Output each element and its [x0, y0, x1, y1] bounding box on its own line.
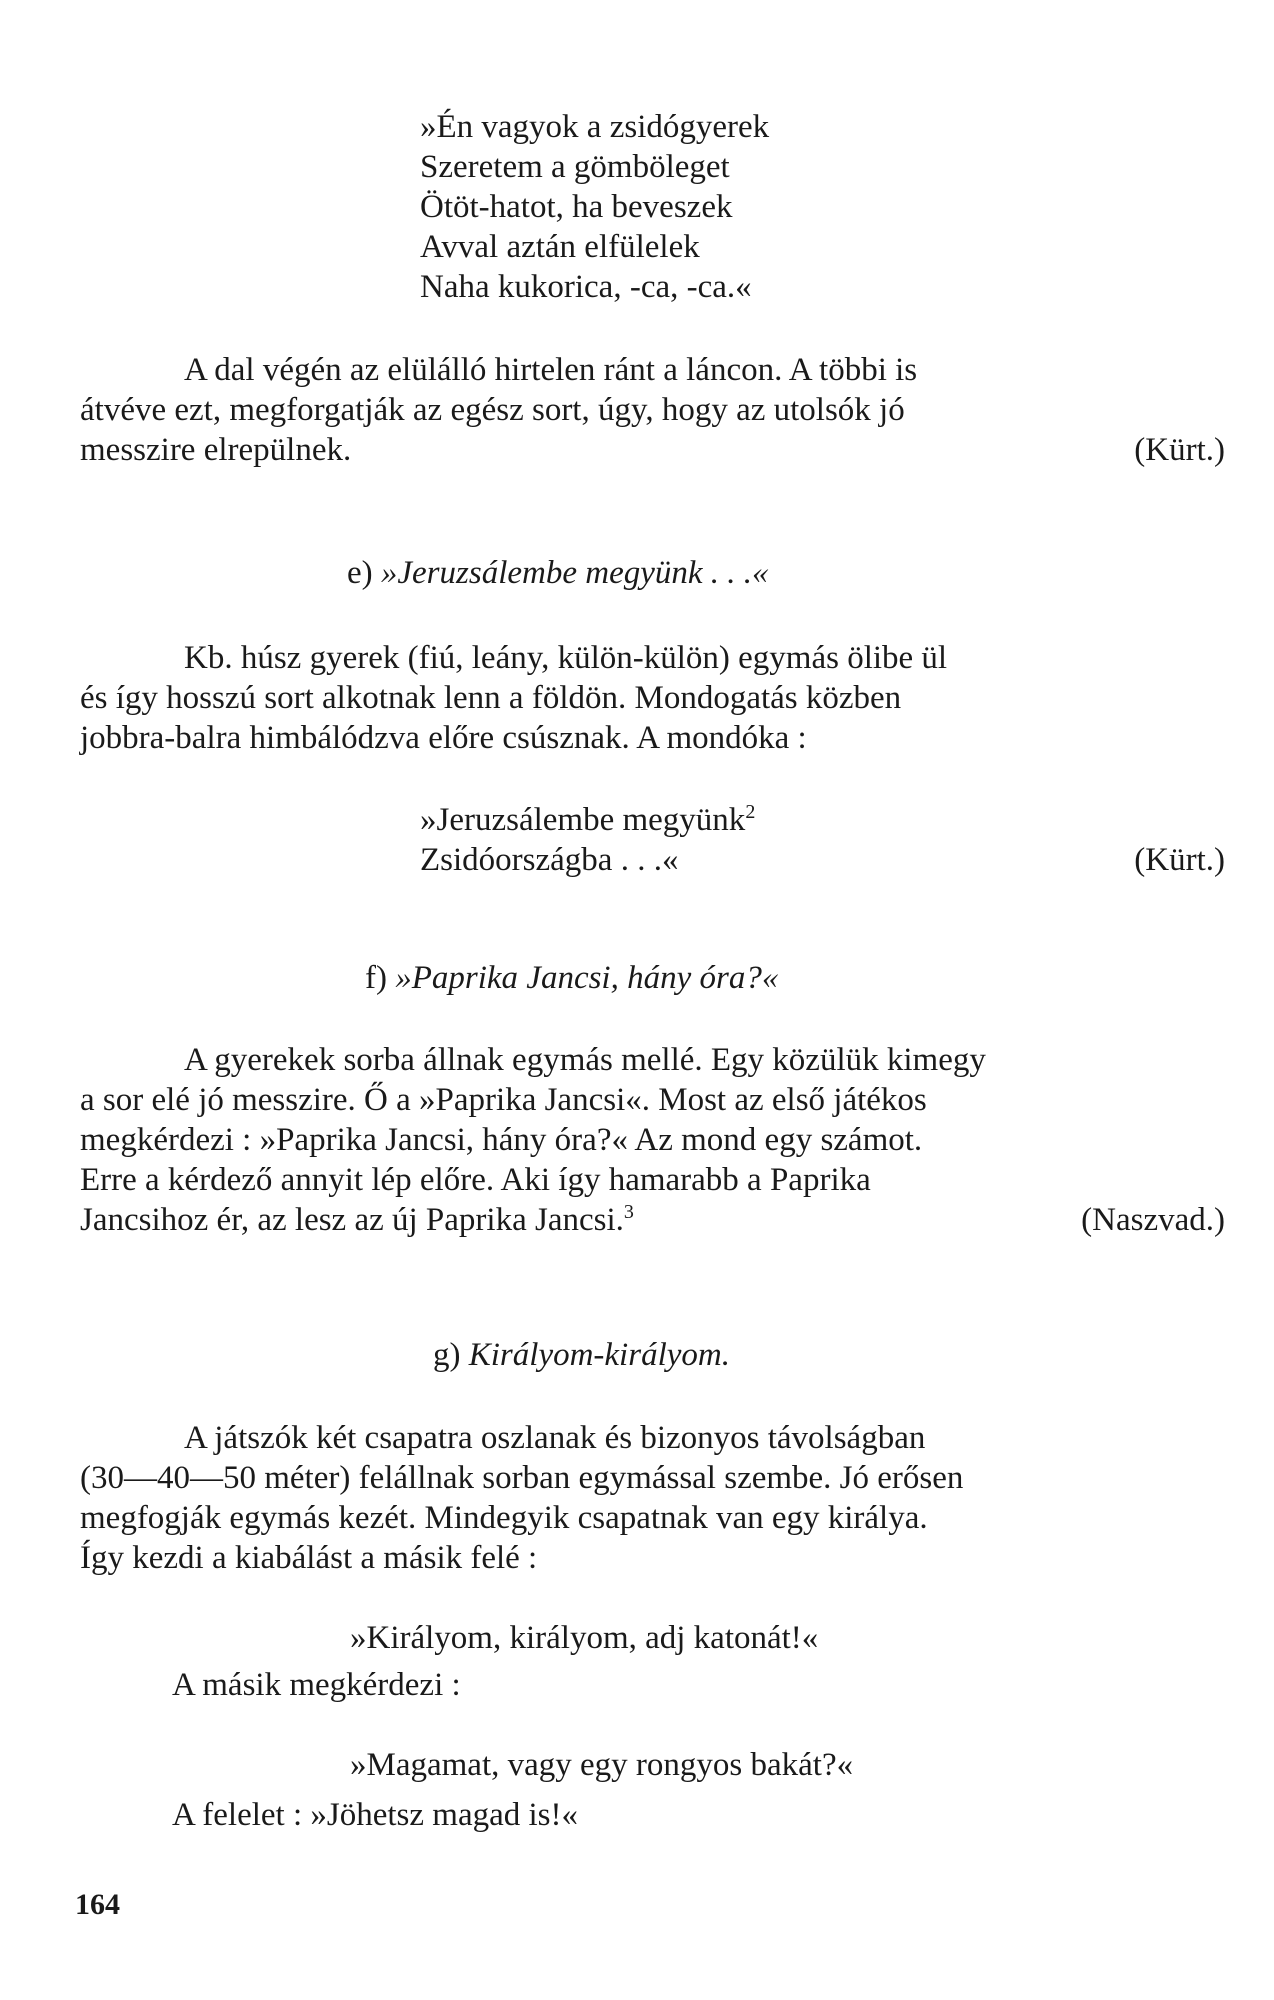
section-label: e) [347, 555, 373, 591]
paragraph-line: Így kezdi a kiabálást a másik felé : [80, 1540, 538, 1576]
poem-line [420, 800, 755, 840]
dialog-answer-line [172, 1795, 578, 1835]
paragraph-line: A játszók két csapatra oszlanak és bizonyos távolságban [184, 1420, 926, 1456]
poem-line: »Én vagyok a zsidógyerek [420, 109, 770, 145]
poem-last-line [420, 840, 1225, 880]
dialog-ask: »Magamat, vagy egy rongyos bakát?« [350, 1747, 854, 1783]
paragraph-line: átvéve ezt, megforgatják az egész sort, úgy, hogy az utolsók jó [80, 392, 905, 428]
paragraph-line: A dal végén az elülálló hirtelen ránt a láncon. A többi is [184, 352, 918, 388]
source-note: (Kürt.) [1134, 432, 1225, 468]
paragraph-line: megkérdezi : »Paprika Jancsi, hány óra?« Az mond egy számot. [80, 1122, 923, 1158]
section-title: »Paprika Jancsi, hány óra?« [395, 960, 779, 996]
page-number: 164 [75, 1888, 120, 1921]
dialog-call: »Királyom, királyom, adj katonát!« [350, 1620, 819, 1656]
section-label: g) [433, 1337, 461, 1373]
section-heading-e [347, 553, 769, 593]
source-note: (Naszvad.) [1081, 1202, 1225, 1238]
paragraph-line: a sor elé jó messzire. Ő a »Paprika Jancsi«. Most az első játékos [80, 1082, 927, 1118]
poem-text: Zsidóországba . . .« [420, 842, 679, 878]
section-label: f) [365, 960, 387, 996]
dialog-answer-label: A felelet : [172, 1797, 303, 1833]
dialog-ask-intro: A másik megkérdezi : [172, 1667, 461, 1703]
poem-line: Szeretem a gömböleget [420, 149, 730, 185]
footnote-marker: 3 [623, 1201, 634, 1223]
poem-line: Naha kukorica, -ca, -ca.« [420, 269, 752, 305]
section-title: »Jeruzsálembe megyünk . . .« [380, 555, 769, 591]
paragraph-last-line [80, 1200, 1225, 1240]
dialog-answer: »Jöhetsz magad is!« [310, 1797, 578, 1833]
paragraph-line: Kb. húsz gyerek (fiú, leány, külön-külön) egymás ölibe ül [184, 640, 948, 676]
paragraph-last-line [80, 430, 1225, 470]
poem-text: »Jeruzsálembe megyünk [420, 802, 746, 838]
footnote-marker: 2 [745, 801, 756, 823]
source-note: (Kürt.) [1134, 842, 1225, 878]
poem-line: Ötöt-hatot, ha beveszek [420, 189, 733, 225]
poem-line: Avval aztán elfülelek [420, 229, 700, 265]
section-title: Királyom-királyom. [468, 1337, 730, 1373]
paragraph-line: Erre a kérdező annyit lép előre. Aki így hamarabb a Paprika [80, 1162, 871, 1198]
paragraph-line: (30—40—50 méter) felállnak sorban egymással szembe. Jó erősen [80, 1460, 964, 1496]
paragraph-line: jobbra-balra himbálódzva előre csúsznak. A mondóka : [80, 720, 807, 756]
section-heading-g [433, 1335, 730, 1375]
paragraph-line: A gyerekek sorba állnak egymás mellé. Egy közülük kimegy [184, 1042, 986, 1078]
section-heading-f [365, 958, 778, 998]
paragraph-line: megfogják egymás kezét. Mindegyik csapatnak van egy királya. [80, 1500, 928, 1536]
paragraph-text-body: Jancsihoz ér, az lesz az új Paprika Jancsi. [80, 1202, 624, 1238]
paragraph-text: messzire elrepülnek. [80, 432, 352, 468]
paragraph-line: és így hosszú sort alkotnak lenn a földön. Mondogatás közben [80, 680, 902, 716]
paragraph-text [80, 1200, 634, 1240]
